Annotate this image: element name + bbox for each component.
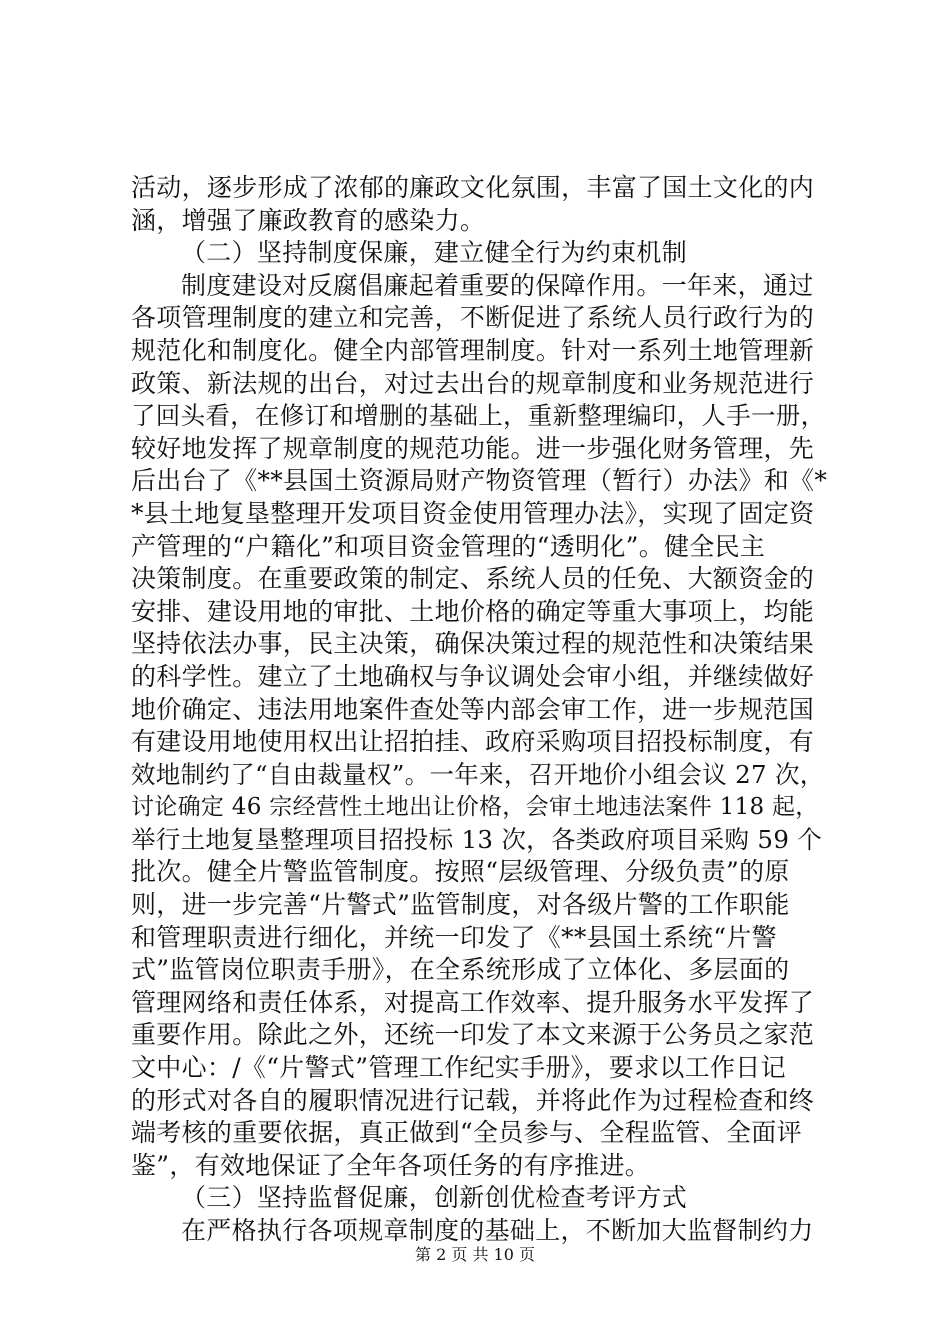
- text-line: 规范化和制度化。健全内部管理制度。针对一系列土地管理新: [131, 335, 815, 365]
- text-line: 文中心：/《“片警式”管理工作纪实手册》，要求以工作日记: [131, 1053, 786, 1083]
- text-line: 较好地发挥了规章制度的规范功能。进一步强化财务管理，先: [131, 433, 815, 463]
- text-line: 了回头看，在修订和增删的基础上，重新整理编印，人手一册，: [131, 401, 826, 431]
- text-line: 在严格执行各项规章制度的基础上，不断加大监督制约力: [181, 1216, 814, 1245]
- text-line: 端考核的重要依据，真正做到“全员参与、全程监管、全面评: [131, 1118, 802, 1148]
- text-line: 管理网络和责任体系，对提高工作效率、提升服务水平发挥了: [131, 987, 815, 1017]
- text-line: （三）坚持监督促廉，创新创优检查考评方式: [181, 1183, 688, 1213]
- text-line: 后出台了《**县国土资源局财产物资管理（暂行）办法》和《*: [131, 466, 828, 496]
- text-line: 地价确定、违法用地案件查处等内部会审工作，进一步规范国: [131, 694, 815, 724]
- text-line: （二）坚持制度保廉，建立健全行为约束机制: [181, 238, 688, 268]
- text-line: 举行土地复垦整理项目招投标 13 次，各类政府项目采购 59 个: [131, 824, 823, 854]
- text-line: 批次。健全片警监管制度。按照“层级管理、分级负责”的原: [131, 857, 790, 887]
- text-line: *县土地复垦整理开发项目资金使用管理办法》，实现了固定资: [131, 498, 815, 528]
- text-line: 制度建设对反腐倡廉起着重要的保障作用。一年来，通过: [181, 270, 814, 300]
- text-line: 政策、新法规的出台，对过去出台的规章制度和业务规范进行: [131, 368, 815, 398]
- text-line: 活动，逐步形成了浓郁的廉政文化氛围，丰富了国土文化的内: [131, 173, 815, 202]
- page-footer: 第 2 页 共 10 页: [415, 1245, 535, 1264]
- text-line: 鉴”，有效地保证了全年各项任务的有序推进。: [131, 1150, 651, 1180]
- text-line: 的形式对各自的履职情况进行记载，并将此作为过程检查和终: [131, 1085, 815, 1115]
- text-line: 涵，增强了廉政教育的感染力。: [131, 205, 486, 235]
- text-line: 重要作用。除此之外，还统一印发了本文来源于公务员之家范: [131, 1020, 815, 1050]
- text-line: 式”监管岗位职责手册》，在全系统形成了立体化、多层面的: [131, 955, 790, 985]
- text-line: 坚持依法办事，民主决策，确保决策过程的规范性和决策结果: [131, 629, 815, 659]
- text-line: 的科学性。建立了土地确权与争议调处会审小组，并继续做好: [131, 661, 815, 691]
- document-body: [131, 172, 831, 1248]
- text-line: 产管理的“户籍化”和项目资金管理的“透明化”。健全民主: [131, 531, 766, 561]
- text-line: 讨论确定 46 宗经营性土地出让价格，会审土地违法案件 118 起，: [131, 794, 819, 821]
- text-line: 安排、建设用地的审批、土地价格的确定等重大事项上，均能: [131, 596, 815, 626]
- text-line: 决策制度。在重要政策的制定、系统人员的任免、大额资金的: [131, 564, 815, 594]
- text-line: 有建设用地使用权出让招拍挂、政府采购项目招投标制度，有: [131, 727, 815, 757]
- text-line: 和管理职责进行细化，并统一印发了《**县国土系统“片警: [131, 922, 777, 952]
- text-line: 则，进一步完善“片警式”监管制度，对各级片警的工作职能: [131, 890, 790, 920]
- text-line: 效地制约了“自由裁量权”。一年来，召开地价小组会议 27 次，: [131, 759, 825, 789]
- text-line: 各项管理制度的建立和完善，不断促进了系统人员行政行为的: [131, 303, 815, 333]
